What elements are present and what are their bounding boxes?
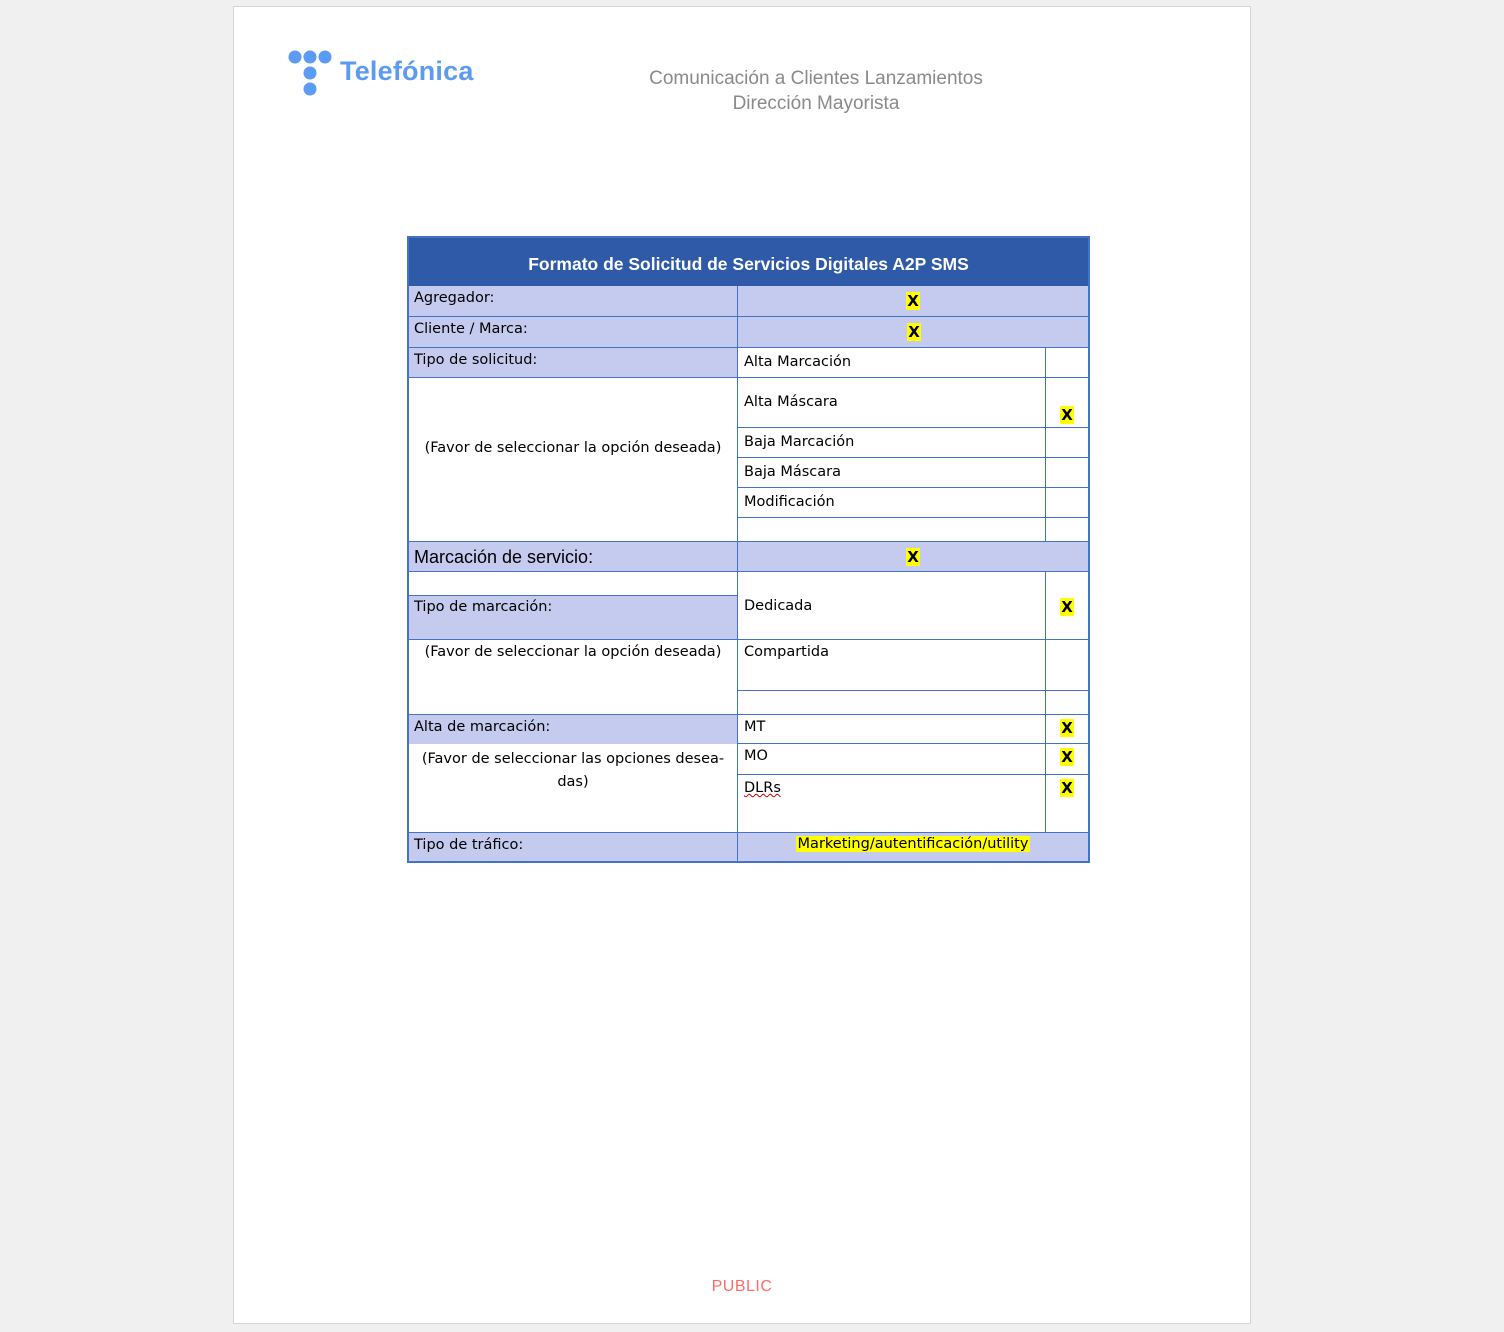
- checkbox-alta-marcacion[interactable]: [1046, 348, 1088, 378]
- tipo-solicitud-note: (Favor de seleccionar la opción deseada): [409, 378, 738, 541]
- dlrs-mark: X: [1061, 779, 1073, 797]
- tipo-trafico-label: Tipo de tráfico:: [409, 832, 738, 861]
- tipo-trafico-text: Marketing/autentificación/utility: [797, 836, 1029, 852]
- checkbox-modificacion[interactable]: [1046, 488, 1088, 518]
- blank-option-cell: [738, 518, 1046, 541]
- blank-check-cell: [1046, 518, 1088, 541]
- dedicada-mark: X: [1061, 598, 1073, 616]
- blank-option-cell-2: [738, 691, 1046, 714]
- cliente-value[interactable]: [738, 317, 1088, 348]
- blank-check-cell-2: [1046, 691, 1088, 714]
- tipo-solicitud-label: Tipo de solicitud:: [409, 348, 738, 378]
- telefonica-dots-icon: [288, 50, 334, 98]
- tipo-trafico-highlight: [796, 836, 1031, 852]
- form-title: Formato de Solicitud de Servicios Digitales A2P SMS: [409, 238, 1088, 286]
- alta-marcacion-note: [409, 744, 738, 832]
- checkbox-baja-marcacion[interactable]: [1046, 428, 1088, 458]
- option-dedicada: Dedicada: [738, 572, 1046, 640]
- alta-marcacion-label: Alta de marcación:: [409, 714, 738, 744]
- dlrs-label: DLRs: [744, 780, 781, 796]
- agregador-value[interactable]: [738, 286, 1088, 317]
- option-modificacion: Modificación: [738, 488, 1046, 518]
- mt-mark: X: [1061, 719, 1073, 737]
- marcacion-servicio-value[interactable]: [738, 541, 1088, 572]
- checkbox-baja-mascara[interactable]: [1046, 458, 1088, 488]
- tipo-marcacion-label: Tipo de marcación:: [409, 595, 738, 640]
- cliente-mark: X: [908, 323, 920, 341]
- option-baja-mascara: Baja Máscara: [738, 458, 1046, 488]
- checkbox-dedicada[interactable]: [1046, 572, 1088, 640]
- mo-mark: X: [1061, 748, 1073, 766]
- marcacion-servicio-mark: X: [907, 548, 919, 566]
- agregador-label: Agregador:: [409, 286, 738, 317]
- checkbox-mt[interactable]: [1046, 714, 1088, 744]
- option-mt: MT: [738, 714, 1046, 744]
- request-form-table: [407, 236, 1090, 863]
- checkbox-compartida[interactable]: [1046, 640, 1088, 691]
- option-dlrs: [738, 775, 1046, 832]
- option-compartida: Compartida: [738, 640, 1046, 691]
- option-alta-mascara: Alta Máscara: [738, 378, 1046, 428]
- cliente-label: Cliente / Marca:: [409, 317, 738, 348]
- header-line-1: Comunicación a Clientes Lanzamientos: [649, 68, 983, 89]
- tipo-trafico-value[interactable]: [738, 832, 1088, 861]
- document-header: [560, 66, 1072, 116]
- spacer-cell: [409, 572, 738, 595]
- option-alta-marcacion: Alta Marcación: [738, 348, 1046, 378]
- checkbox-alta-mascara[interactable]: [1046, 378, 1088, 428]
- option-baja-marcacion: Baja Marcación: [738, 428, 1046, 458]
- header-line-2: Dirección Mayorista: [732, 93, 900, 114]
- marcacion-servicio-label: Marcación de servicio:: [409, 541, 738, 572]
- classification-label: PUBLIC: [711, 1278, 773, 1295]
- logo-wordmark: Telefónica: [340, 56, 474, 86]
- alta-mascara-mark: X: [1061, 406, 1073, 424]
- agregador-mark: X: [907, 292, 919, 310]
- tipo-marcacion-note: (Favor de seleccionar la opción deseada): [409, 640, 738, 714]
- checkbox-mo[interactable]: [1046, 744, 1088, 775]
- telefonica-logo: [288, 50, 488, 98]
- checkbox-dlrs[interactable]: [1046, 775, 1088, 832]
- alta-marcacion-note-text: (Favor de seleccionar las opciones desea-das): [421, 751, 725, 790]
- option-mo: MO: [738, 744, 1046, 775]
